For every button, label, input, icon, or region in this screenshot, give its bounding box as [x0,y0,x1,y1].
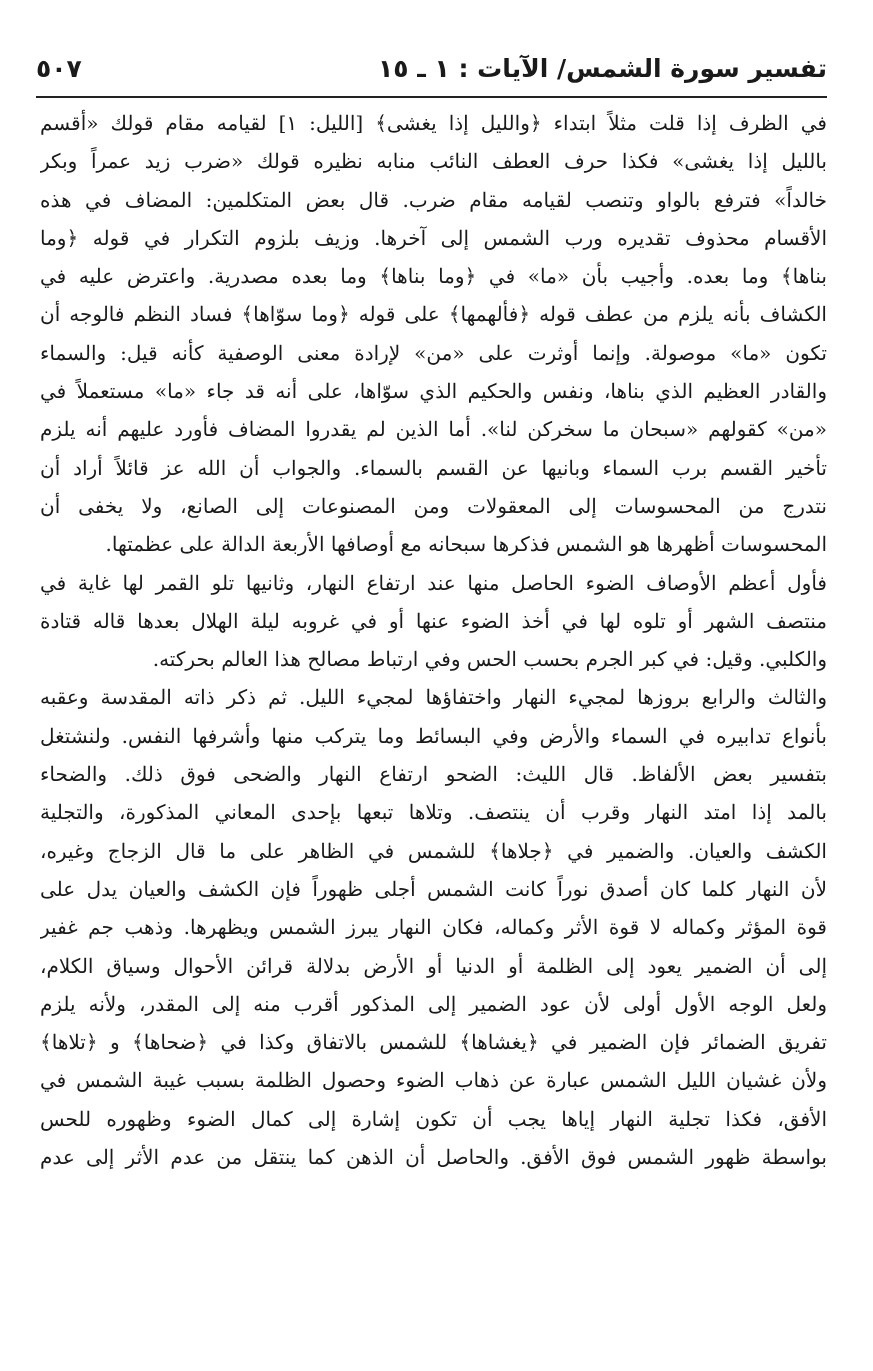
page-header [36,52,827,98]
text-line: بالمد إذا امتد النهار وقرب أن ينتصف. وتلاها تبعها بإحدى المعاني المذكورة، والتجلية [40,800,827,825]
text-line: بالليل إذا يغشى» فكذا حرف العطف النائب منابه نظيره قولك «ضرب زيد عمراً وبكر [40,149,827,174]
text-line: بناها﴾ وما بعده. وأجيب بأن «ما» في ﴿وما بناها﴾ وما بعده مصدرية. واعترض عليه في [40,264,827,289]
text-line: نتدرج من المحسوسات إلى المعقولات ومن المصنوعات إلى الصانع، ولا يخفى أن [40,493,827,518]
text-line: بواسطة ظهور الشمس فوق الأفق. والحاصل أن الذهن كما ينتقل من عدم الأثر إلى عدم [40,1145,827,1170]
text-line: تأخير القسم برب السماء وبانيها عن القسم بالسماء. والجواب أن الله عز قائلاً أراد أن [40,455,827,480]
text-line: تكون «ما» موصولة. وإنما أوثرت على «من» لإرادة معنى الوصفية كأنه قيل: والسماء [40,340,827,365]
text-line: فأول أعظم الأوصاف الضوء الحاصل منها عند ارتفاع النهار، وثانيها تلو القمر لها غاية في [40,570,827,595]
text-line: ولأن غشيان الليل الشمس عبارة عن ذهاب الضوء وحصول الظلمة بسبب غيبة الشمس في [40,1068,827,1093]
text-line: خالداً» فترفع بالواو وتنصب لقيامه مقام ضرب. قال بعض المتكلمين: المضاف في هذه [40,187,827,212]
text-line: والثالث والرابع بروزها لمجيء النهار واختفاؤها لمجيء الليل. ثم ذكر ذاته المقدسة وعقبه [40,685,827,710]
text-line: الكشاف بأنه يلزم من عطف قوله ﴿فألهمها﴾ على قوله ﴿وما سوّاها﴾ فساد النظم فالوجه أن [40,302,827,327]
text-line: إلى أن الضمير يعود إلى الظلمة أو الدنيا أو الأرض بدلالة قرائن الأحوال وسياق الكلام، [40,953,827,978]
text-line: والكلبي. وقيل: في كبر الجرم بحسب الحس وفي ارتباط مصالح هذا العالم بحركته. [152,647,827,672]
body-text [40,104,827,1176]
text-line: بتفسير بعض الألفاظ. قال الليث: الضحو ارتفاع النهار والضحى فوق ذلك. والضحاء [40,762,827,787]
text-line: منتصف الشهر أو تلوه لها في أخذ الضوء عنها أو في غروبه ليلة الهلال بعدها قاله قتادة [40,608,827,633]
text-line: في الظرف إذا قلت مثلاً ابتداء ﴿والليل إذا يغشى﴾ [الليل: ١] لقيامه مقام قولك «أقسم [40,111,827,135]
text-line: الأقسام محذوف تقديره ورب الشمس إلى آخرها. وزيف بلزوم التكرار في قوله ﴿وما [40,225,827,250]
text-line: لأن النهار كلما كان أصدق نوراً كانت الشمس أجلى ظهوراً فإن الكشف والعيان يدل على [40,876,827,901]
text-line: والقادر العظيم الذي بناها، ونفس والحكيم الذي سوّاها، على أنه قد جاء «ما» مستعملاً في [40,379,827,404]
text-line: قوة المؤثر وكماله لا قوة الأثر وكماله، فكان النهار يبرز الشمس ويظهرها. وذهب جم غفير [40,915,827,940]
text-line: الأفق، فكذا تجلية النهار إياها يجب أن تكون إشارة إلى كمال الضوء وظهوره للحس [40,1106,827,1131]
page-number: ٥٠٧ [36,54,82,83]
running-title: تفسير سورة الشمس/ الآيات : ١ ـ ١٥ [378,54,827,83]
text-line: الكشف والعيان. والضمير في ﴿جلاها﴾ للشمس في الظاهر على ما قال الزجاج وغيره، [40,838,827,863]
text-line: بأنواع تدابيره في السماء والأرض وفي البسائط وما يتركب منها وأشرفها النفس. ولنشتغل [40,723,827,748]
text-line: تفريق الضمائر فإن الضمير في ﴿يغشاها﴾ للشمس بالاتفاق وكذا في ﴿ضحاها﴾ و ﴿تلاها﴾ [40,1030,827,1055]
text-line: «من» كقولهم «سبحان ما سخركن لنا». أما الذين لم يقدروا المضاف فأورد عليهم أنه يلزم [40,417,827,442]
text-line: ولعل الوجه الأول أولى لأن عود الضمير إلى المذكور أقرب منه إلى المقدر، ولأنه يلزم [40,991,827,1016]
text-line: المحسوسات أظهرها هو الشمس فذكرها سبحانه مع أوصافها الأربعة الدالة على عظمتها. [105,532,827,557]
